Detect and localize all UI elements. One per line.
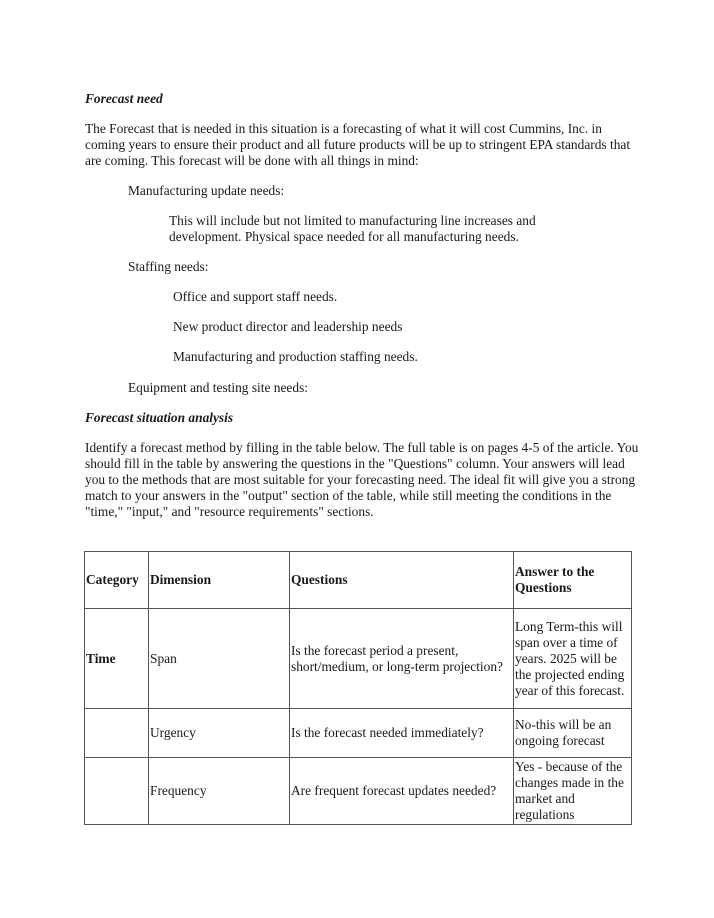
equipment-needs-label: Equipment and testing site needs:: [128, 380, 308, 395]
category-cell: [85, 758, 149, 825]
header-cell-questions: Questions: [290, 552, 514, 609]
table-row: [85, 609, 632, 709]
forecast-need-heading: Forecast need: [85, 91, 163, 106]
dimension-cell: Frequency: [149, 758, 290, 825]
category-cell: [85, 709, 149, 758]
answer-cell: Yes - because of the changes made in the market and regulations: [514, 758, 632, 825]
header-cell-dimension: Dimension: [149, 552, 290, 609]
staffing-needs-label: Staffing needs:: [128, 259, 209, 274]
header-cell-answer: Answer to the Questions: [514, 552, 632, 609]
dimension-cell: Span: [149, 609, 290, 709]
staffing-item: Manufacturing and production staffing needs.: [173, 349, 418, 364]
question-cell: Is the forecast needed immediately?: [290, 709, 514, 758]
forecast-situation-paragraph: Identify a forecast method by filling in the table below. The full table is on pages 4-5 of the article. You should fill in the table by answering the questions in the "Questions" column. Your answers will lead you to the methods that are most suitable for your forecasting need. The ideal fit will give you a strong match to your answers in the "output" section of the table, while still meeting the conditions in the "time," "input," and "resource requirements" sections.: [85, 440, 639, 519]
staffing-item: New product director and leadership needs: [173, 319, 403, 334]
table-row: [85, 709, 632, 758]
question-cell: Are frequent forecast updates needed?: [290, 758, 514, 825]
manufacturing-needs-detail: This will include but not limited to manufacturing line increases and development. Physical space needed for all manufacturing needs.: [169, 213, 536, 244]
staffing-item: Office and support staff needs.: [173, 289, 338, 304]
manufacturing-needs-label: Manufacturing update needs:: [128, 183, 285, 198]
forecast-method-table: [84, 551, 632, 825]
forecast-situation-heading: Forecast situation analysis: [85, 410, 234, 425]
question-cell: Is the forecast period a present, short/medium, or long-term projection?: [290, 609, 514, 709]
table-row: [85, 758, 632, 825]
table-header-row: [85, 552, 632, 609]
header-cell-category: Category: [85, 552, 149, 609]
answer-cell: No-this will be an ongoing forecast: [514, 709, 632, 758]
forecast-need-paragraph: The Forecast that is needed in this situation is a forecasting of what it will cost Cummins, Inc. in coming years to ensure their product and all future products will be up to stringent EPA standards that are coming. This forecast will be done with all things in mind:: [85, 121, 631, 168]
dimension-cell: Urgency: [149, 709, 290, 758]
answer-cell: Long Term-this will span over a time of years. 2025 will be the projected ending year of this forecast.: [514, 609, 632, 709]
category-cell: Time: [85, 609, 149, 709]
